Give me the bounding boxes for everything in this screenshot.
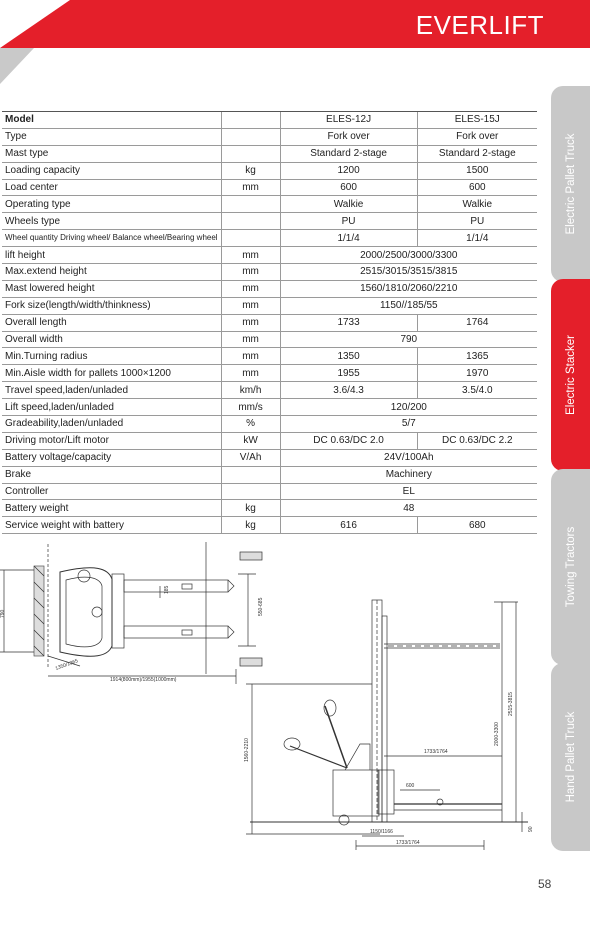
- tab-label: Towing Tractors: [564, 526, 577, 608]
- param-name: Overall length: [2, 314, 221, 331]
- param-value-15j: Standard 2-stage: [417, 145, 537, 162]
- param-unit: [221, 483, 280, 500]
- table-row: [2, 365, 537, 382]
- table-row: [2, 264, 537, 281]
- param-unit: kg: [221, 517, 280, 534]
- table-row: [2, 399, 537, 416]
- table-row: [2, 382, 537, 399]
- table-row: [2, 314, 537, 331]
- param-unit: mm: [221, 179, 280, 196]
- header-model-name: ELES-12J: [280, 112, 417, 129]
- param-value-12j: 1350: [280, 348, 417, 365]
- param-value-12j: PU: [280, 213, 417, 230]
- param-value-shared: 120/200: [280, 399, 537, 416]
- header-unit: [221, 112, 280, 129]
- param-name: Operating type: [2, 196, 221, 213]
- param-name: Battery weight: [2, 500, 221, 517]
- param-value-12j: Fork over: [280, 128, 417, 145]
- param-value-12j: 616: [280, 517, 417, 534]
- param-value-15j: 680: [417, 517, 537, 534]
- param-value-shared: 790: [280, 331, 537, 348]
- param-name: Type: [2, 128, 221, 145]
- param-value-15j: 3.5/4.0: [417, 382, 537, 399]
- dim-fork-length: 1150/1166: [370, 829, 393, 835]
- dim-top-width: 790: [0, 609, 6, 618]
- tab-hand-pallet-truck[interactable]: [551, 663, 590, 851]
- tab-towing-tractors[interactable]: [551, 469, 590, 665]
- param-value-shared: 1560/1810/2060/2210: [280, 280, 537, 297]
- param-name: Gradeability,laden/unladed: [2, 416, 221, 433]
- param-value-15j: 1365: [417, 348, 537, 365]
- param-value-shared: 48: [280, 500, 537, 517]
- param-name: Overall width: [2, 331, 221, 348]
- param-value-12j: 3.6/4.3: [280, 382, 417, 399]
- param-value-shared: 1150//185/55: [280, 297, 537, 314]
- param-unit: km/h: [221, 382, 280, 399]
- param-name: Wheel quantity Driving wheel/ Balance wheel/Bearing wheel: [2, 230, 221, 247]
- tab-label: Electric Pallet Truck: [564, 133, 577, 235]
- corner-decoration: [0, 48, 34, 84]
- param-value-shared: Machinery: [280, 466, 537, 483]
- param-unit: mm: [221, 365, 280, 382]
- table-row: [2, 483, 537, 500]
- param-unit: mm: [221, 280, 280, 297]
- brand-logo: EVERLIFT: [415, 10, 544, 40]
- param-value-12j: 1955: [280, 365, 417, 382]
- param-value-15j: 1500: [417, 162, 537, 179]
- param-unit: mm/s: [221, 399, 280, 416]
- dim-fork-width: 185: [164, 585, 170, 594]
- table-row: [2, 162, 537, 179]
- param-name: Travel speed,laden/unladed: [2, 382, 221, 399]
- param-unit: [221, 230, 280, 247]
- param-unit: [221, 128, 280, 145]
- header-model: Model: [2, 112, 221, 129]
- param-value-15j: PU: [417, 213, 537, 230]
- param-name: lift height: [2, 247, 221, 264]
- tab-electric-stacker[interactable]: [551, 279, 590, 471]
- param-unit: [221, 466, 280, 483]
- param-name: Service weight with battery: [2, 517, 221, 534]
- param-name: Max.extend height: [2, 264, 221, 281]
- table-row: [2, 331, 537, 348]
- param-value-15j: Fork over: [417, 128, 537, 145]
- param-name: Fork size(length/width/thinkness): [2, 297, 221, 314]
- param-name: Battery voltage/capacity: [2, 449, 221, 466]
- table-row: [2, 517, 537, 534]
- param-unit: %: [221, 416, 280, 433]
- dim-fork-spread: 550-685: [258, 597, 264, 616]
- param-value-shared: 5/7: [280, 416, 537, 433]
- param-name: Brake: [2, 466, 221, 483]
- param-unit: kg: [221, 162, 280, 179]
- param-unit: mm: [221, 247, 280, 264]
- param-value-12j: 1200: [280, 162, 417, 179]
- param-unit: kg: [221, 500, 280, 517]
- param-name: Controller: [2, 483, 221, 500]
- param-value-15j: 600: [417, 179, 537, 196]
- dim-aisle: 1914(800mm)/1955(1000mm): [110, 677, 177, 683]
- param-value-15j: DC 0.63/DC 2.2: [417, 432, 537, 449]
- param-name: Loading capacity: [2, 162, 221, 179]
- dim-extend-range: 2515-3815: [508, 692, 514, 716]
- param-value-shared: 2515/3015/3515/3815: [280, 264, 537, 281]
- param-unit: mm: [221, 348, 280, 365]
- param-value-12j: 1733: [280, 314, 417, 331]
- table-row: [2, 432, 537, 449]
- param-value-shared: 2000/2500/3000/3300: [280, 247, 537, 264]
- dim-length-top: 1733/1764: [424, 749, 448, 755]
- param-unit: [221, 196, 280, 213]
- param-value-12j: Standard 2-stage: [280, 145, 417, 162]
- table-row: [2, 416, 537, 433]
- spec-table: [2, 111, 537, 534]
- param-name: Min.Turning radius: [2, 348, 221, 365]
- dim-mast-lowered: 1560-2210: [244, 738, 250, 762]
- table-row: [2, 128, 537, 145]
- page-number: 58: [538, 877, 552, 891]
- param-value-shared: 24V/100Ah: [280, 449, 537, 466]
- param-value-15j: 1/1/4: [417, 230, 537, 247]
- param-name: Mast lowered height: [2, 280, 221, 297]
- param-unit: mm: [221, 314, 280, 331]
- param-value-15j: Walkie: [417, 196, 537, 213]
- param-unit: [221, 213, 280, 230]
- table-row: [2, 247, 537, 264]
- table-row: [2, 280, 537, 297]
- param-unit: mm: [221, 331, 280, 348]
- param-value-12j: 1/1/4: [280, 230, 417, 247]
- param-name: Wheels type: [2, 213, 221, 230]
- table-row: [2, 230, 537, 247]
- table-header-row: [2, 112, 537, 129]
- header-model-name: ELES-15J: [417, 112, 537, 129]
- param-value-12j: Walkie: [280, 196, 417, 213]
- dim-lift-range: 2000-3300: [494, 722, 500, 746]
- category-tabs: [551, 86, 590, 851]
- param-name: Driving motor/Lift motor: [2, 432, 221, 449]
- table-row: [2, 500, 537, 517]
- dim-load-center: 600: [406, 783, 415, 789]
- param-value-15j: 1764: [417, 314, 537, 331]
- table-row: [2, 466, 537, 483]
- table-row: [2, 196, 537, 213]
- param-name: Min.Aisle width for pallets 1000×1200: [2, 365, 221, 382]
- table-row: [2, 213, 537, 230]
- tab-label: Electric Stacker: [564, 335, 577, 415]
- param-value-15j: 1970: [417, 365, 537, 382]
- technical-drawing: [0, 534, 545, 854]
- dim-ground: 90: [528, 826, 534, 832]
- tab-label: Hand Pallet Truck: [564, 711, 577, 803]
- param-unit: mm: [221, 297, 280, 314]
- param-unit: mm: [221, 264, 280, 281]
- table-row: [2, 145, 537, 162]
- param-value-shared: EL: [280, 483, 537, 500]
- dim-length-bottom: 1733/1764: [396, 840, 420, 846]
- param-name: Load center: [2, 179, 221, 196]
- param-value-12j: DC 0.63/DC 2.0: [280, 432, 417, 449]
- tab-electric-pallet-truck[interactable]: [551, 86, 590, 282]
- table-row: [2, 297, 537, 314]
- table-row: [2, 449, 537, 466]
- table-row: [2, 348, 537, 365]
- param-name: Mast type: [2, 145, 221, 162]
- param-value-12j: 600: [280, 179, 417, 196]
- param-unit: [221, 145, 280, 162]
- table-row: [2, 179, 537, 196]
- param-name: Lift speed,laden/unladed: [2, 399, 221, 416]
- param-unit: kW: [221, 432, 280, 449]
- banner-corner-cut: [0, 0, 70, 48]
- dim-turning: 1350/1365: [54, 658, 79, 672]
- param-unit: V/Ah: [221, 449, 280, 466]
